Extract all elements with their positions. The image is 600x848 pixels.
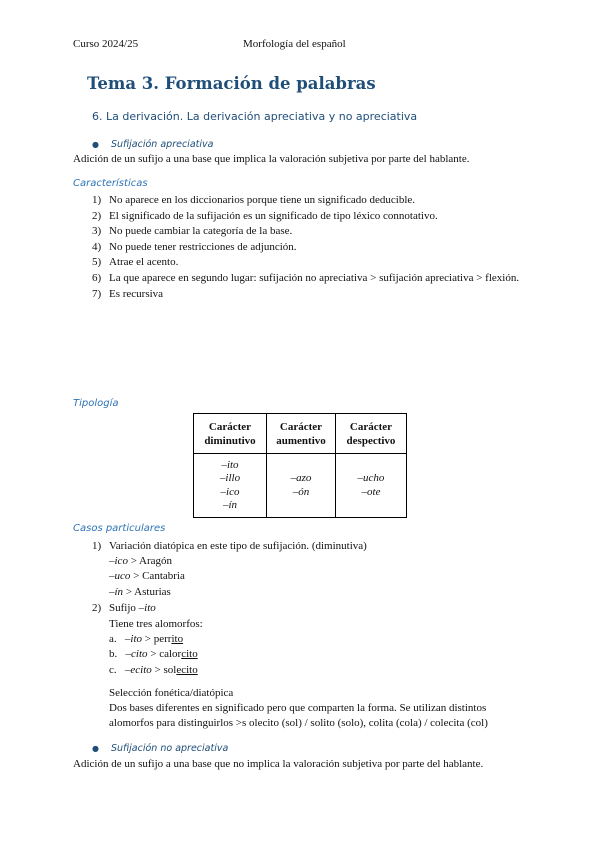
- bullet-dot-icon: ●: [92, 744, 99, 753]
- dos-bases-line-1: Dos bases diferentes en significado pero que comparten la forma. Se utilizan distintos: [109, 702, 487, 714]
- bullet-sufijacion-no-apreciativa: [92, 743, 228, 754]
- variante-in: –ín > Asturias: [109, 586, 171, 598]
- heading-tipologia: Tipología: [73, 398, 119, 409]
- cell-aumentivo: –azo –ón: [267, 454, 336, 518]
- tipologia-table: [193, 413, 407, 518]
- list-item: 1) No aparece en los diccionarios porque tiene un significado deducible.: [92, 194, 416, 206]
- header-diminutivo: Carácter diminutivo: [194, 414, 267, 454]
- bullet-label: Sufijación no apreciativa: [110, 743, 229, 754]
- definition-no-apreciativa: Adición de un sufijo a una base que no implica la valoración subjetiva por parte del hablante.: [73, 758, 484, 770]
- variante-ico: –ico > Aragón: [109, 555, 173, 567]
- caso-2-text: Sufijo –ito: [109, 602, 156, 614]
- header-aumentivo: Carácter aumentivo: [267, 414, 336, 454]
- heading-casos-particulares: Casos particulares: [73, 523, 166, 534]
- page-title: Tema 3. Formación de palabras: [87, 74, 376, 93]
- caso-1-num: 1): [92, 540, 102, 552]
- list-item: 3) No puede cambiar la categoría de la base.: [92, 225, 293, 238]
- list-item: 5) Atrae el acento.: [92, 256, 179, 269]
- alomorfo-b: b. –cito > calorcito: [109, 648, 198, 660]
- dos-bases-line-2: alomorfos para distinguirlos >s olecito (sol) / solito (solo), colita (cola) / colecita (col): [109, 717, 488, 729]
- list-item: 6) La que aparece en segundo lugar: sufijación no apreciativa > sufijación apreciativa > flexión.: [92, 271, 520, 284]
- list-item: 7) Es recursiva: [92, 287, 164, 300]
- bullet-label: Sufijación apreciativa: [110, 139, 214, 150]
- header-subject: Morfología del español: [243, 38, 346, 50]
- seleccion-label: Selección fonética/diatópica: [109, 687, 234, 699]
- list-item: 2) El significado de la sufijación es un significado de tipo léxico connotativo.: [92, 209, 438, 222]
- bullet-dot-icon: ●: [92, 140, 99, 149]
- list-caracteristicas: [92, 193, 532, 302]
- heading-caracteristicas: Características: [73, 178, 148, 189]
- list-item: 4) No puede tener restricciones de adjunción.: [92, 240, 297, 253]
- cell-diminutivo: –ito –illo –ico –ín: [194, 454, 267, 518]
- section-subtitle: 6. La derivación. La derivación apreciativa y no apreciativa: [92, 110, 418, 123]
- header-course: Curso 2024/25: [73, 38, 139, 50]
- header-despectivo: Carácter despectivo: [336, 414, 407, 454]
- alomorfo-c: c. –ecito > solecito: [109, 664, 198, 676]
- variante-uco: –uco > Cantabria: [109, 570, 185, 582]
- caso-2-num: 2): [92, 602, 102, 614]
- cell-despectivo: –ucho –ote: [336, 454, 407, 518]
- definition-apreciativa: Adición de un sufijo a una base que implica la valoración subjetiva por parte del hablante.: [73, 153, 470, 165]
- alomorfo-a: a. –ito > perrito: [109, 633, 184, 645]
- bullet-sufijacion-apreciativa: [92, 139, 213, 150]
- alomorfos-label: Tiene tres alomorfos:: [109, 618, 203, 630]
- caso-1-text: Variación diatópica en este tipo de sufijación. (diminutiva): [109, 540, 367, 552]
